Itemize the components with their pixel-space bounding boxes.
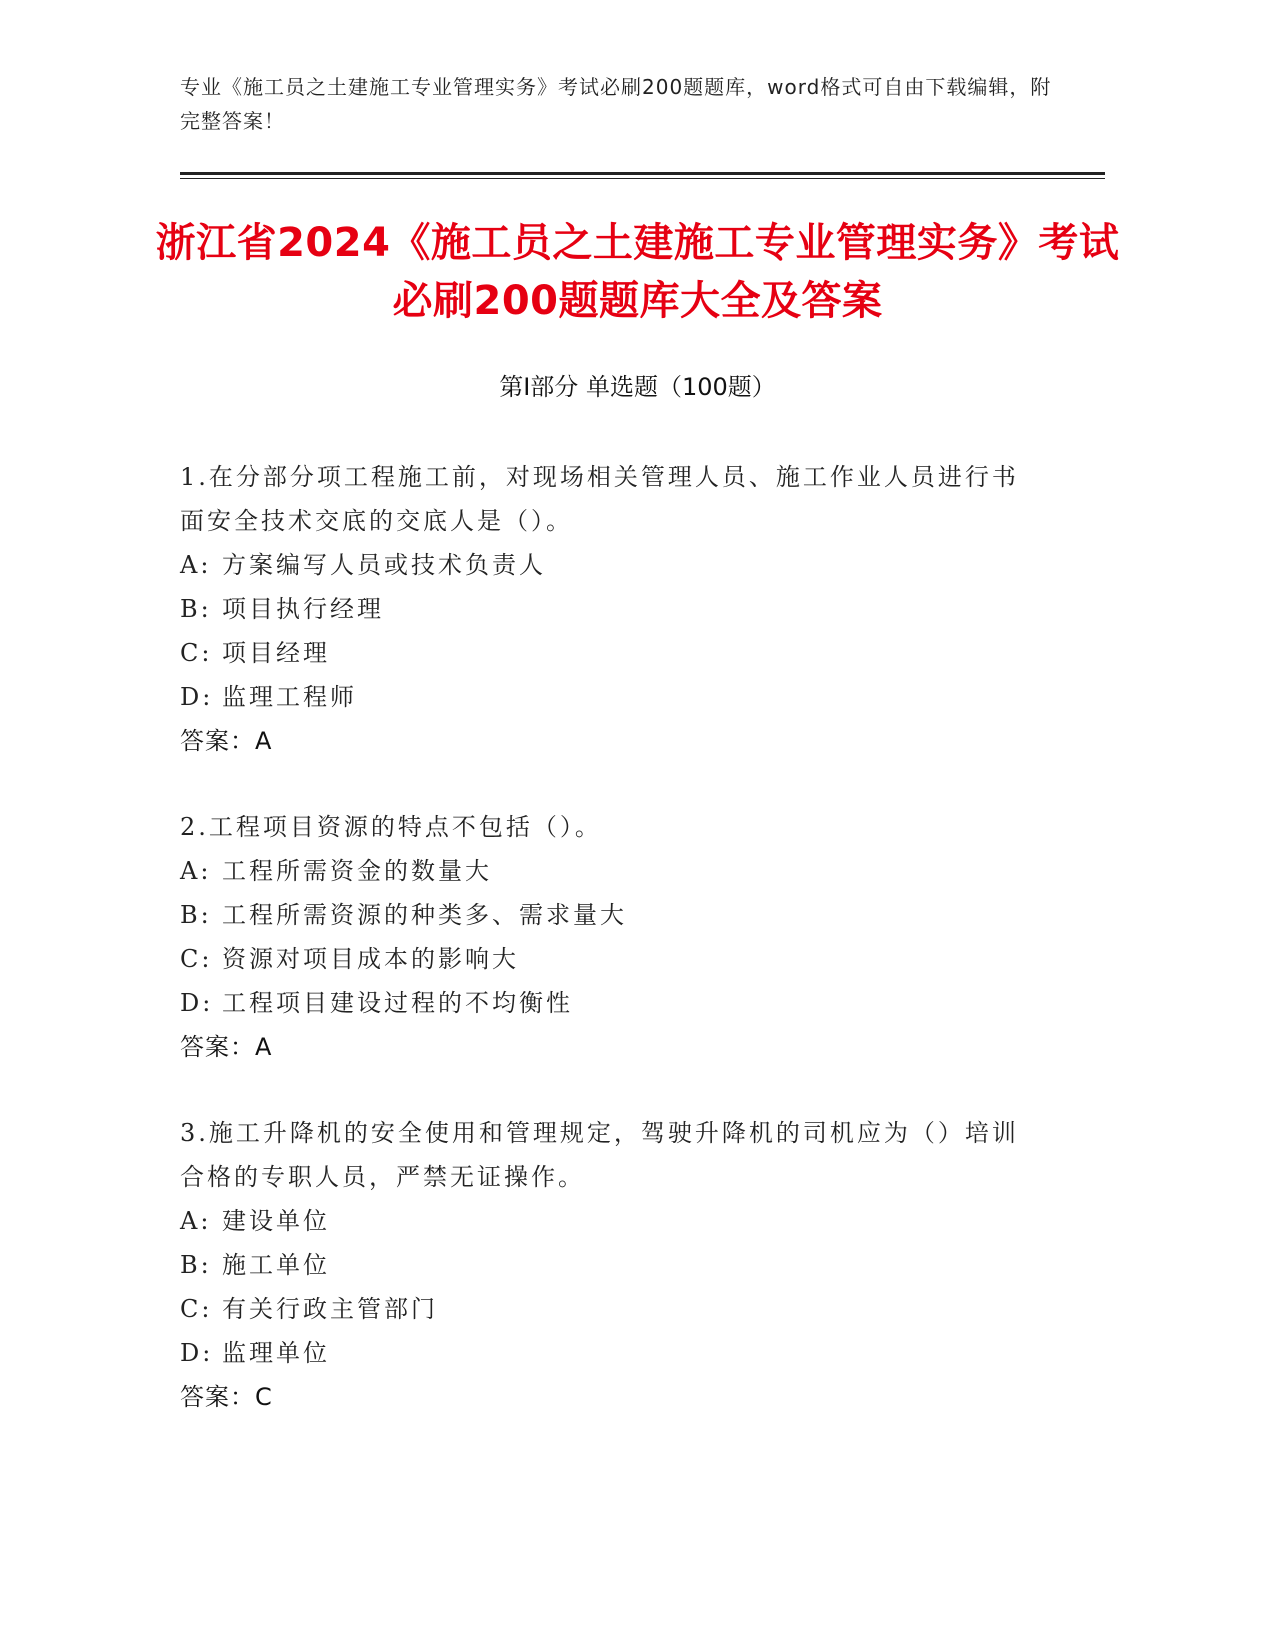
header-note: 专业《施工员之土建施工专业管理实务》考试必刷200题题库，word格式可自由下载编辑，附完整答案！ bbox=[180, 75, 1052, 133]
option-text: 项目执行经理 bbox=[222, 595, 384, 623]
option-text: 方案编写人员或技术负责人 bbox=[222, 551, 546, 579]
question-1 bbox=[180, 455, 1030, 763]
option-d bbox=[180, 981, 1030, 1025]
option-key: C: bbox=[180, 945, 213, 973]
option-text: 工程所需资金的数量大 bbox=[222, 857, 492, 885]
option-a bbox=[180, 849, 1030, 893]
option-key: D: bbox=[180, 989, 214, 1017]
question-stem: 1.在分部分项工程施工前，对现场相关管理人员、施工作业人员进行书面安全技术交底的交底人是（）。 bbox=[180, 463, 1019, 535]
option-c bbox=[180, 631, 1030, 675]
option-key: A: bbox=[180, 1207, 212, 1235]
option-text: 施工单位 bbox=[222, 1251, 330, 1279]
option-key: A: bbox=[180, 857, 212, 885]
option-key: B: bbox=[180, 901, 212, 929]
header-divider-thick bbox=[180, 172, 1105, 175]
answer-line: 答案：A bbox=[180, 1033, 273, 1061]
header-divider-thin bbox=[180, 178, 1105, 179]
option-key: C: bbox=[180, 1295, 213, 1323]
question-stem: 2.工程项目资源的特点不包括（）。 bbox=[180, 813, 602, 841]
option-key: A: bbox=[180, 551, 212, 579]
option-key: B: bbox=[180, 595, 212, 623]
option-key: D: bbox=[180, 1339, 214, 1367]
answer-line: 答案：A bbox=[180, 727, 273, 755]
option-a bbox=[180, 1199, 1030, 1243]
option-d bbox=[180, 675, 1030, 719]
option-b bbox=[180, 893, 1030, 937]
option-key: B: bbox=[180, 1251, 212, 1279]
option-text: 有关行政主管部门 bbox=[222, 1295, 438, 1323]
section-heading: 第Ⅰ部分 单选题（100题） bbox=[499, 373, 776, 401]
option-text: 监理单位 bbox=[222, 1339, 330, 1367]
option-b bbox=[180, 587, 1030, 631]
option-c bbox=[180, 1287, 1030, 1331]
option-a bbox=[180, 543, 1030, 587]
option-text: 监理工程师 bbox=[222, 683, 357, 711]
option-text: 项目经理 bbox=[222, 639, 330, 667]
option-text: 建设单位 bbox=[222, 1207, 330, 1235]
option-d bbox=[180, 1331, 1030, 1375]
question-list bbox=[180, 455, 1030, 1461]
question-stem: 3.施工升降机的安全使用和管理规定，驾驶升降机的司机应为（）培训合格的专职人员，严禁无证操作。 bbox=[180, 1119, 1019, 1191]
question-2 bbox=[180, 805, 1030, 1069]
question-3 bbox=[180, 1111, 1030, 1419]
option-text: 工程所需资源的种类多、需求量大 bbox=[222, 901, 627, 929]
option-key: D: bbox=[180, 683, 214, 711]
option-text: 资源对项目成本的影响大 bbox=[222, 945, 519, 973]
document-title: 浙江省2024《施工员之土建施工专业管理实务》考试必刷200题题库大全及答案 bbox=[155, 220, 1120, 324]
answer-line: 答案：C bbox=[180, 1383, 273, 1411]
option-c bbox=[180, 937, 1030, 981]
option-text: 工程项目建设过程的不均衡性 bbox=[222, 989, 573, 1017]
option-key: C: bbox=[180, 639, 213, 667]
option-b bbox=[180, 1243, 1030, 1287]
